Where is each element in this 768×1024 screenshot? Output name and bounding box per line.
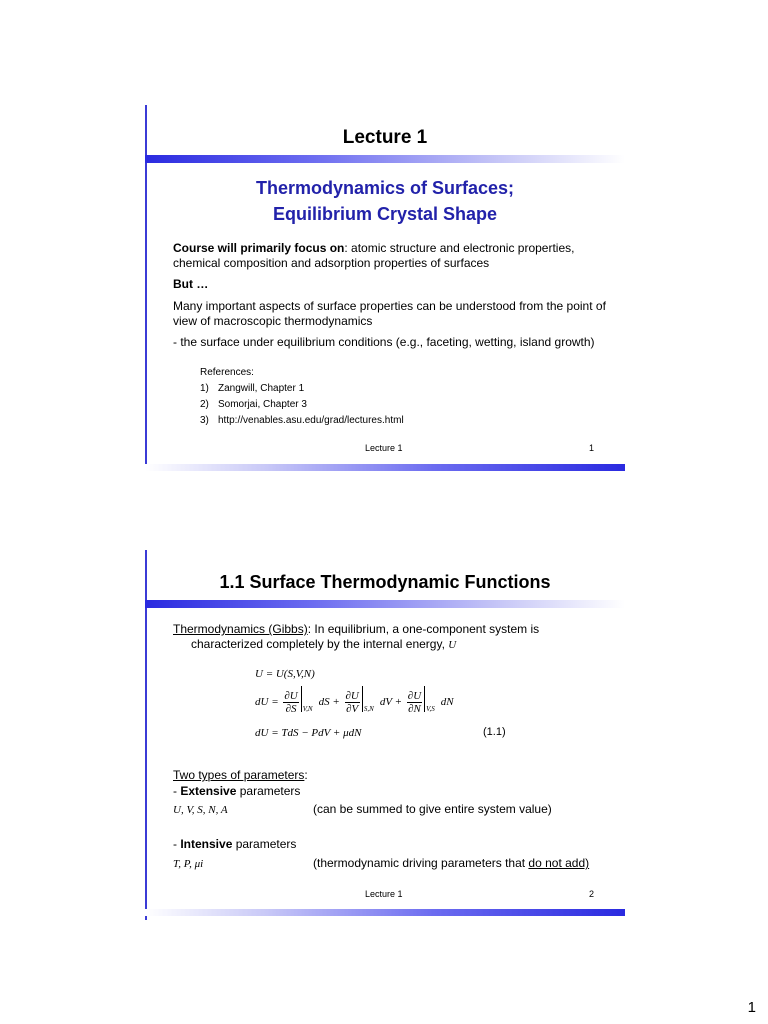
equation-3: dU = TdS − PdV + μdN (255, 727, 362, 739)
but-text: But … (173, 277, 209, 291)
slide-2 (145, 550, 625, 918)
subtitle-line-2: Equilibrium Crystal Shape (272, 204, 498, 224)
extensive-heading: - Extensive parameters (173, 784, 301, 798)
reference-item: 3) http://venables.asu.edu/grad/lectures.html (200, 415, 404, 426)
slide-1-title: Lecture 1 (342, 127, 428, 148)
intro-line-1: Thermodynamics (Gibbs): In equilibrium, a one-component system is (173, 622, 540, 636)
equation-number: (1.1) (483, 726, 506, 738)
reference-item: 2) Somorjai, Chapter 3 (200, 399, 307, 410)
page-number: 1 (747, 999, 756, 1016)
intensive-note: (thermodynamic driving parameters that do not add) (313, 856, 590, 870)
slide-1 (145, 105, 625, 473)
slide-2-bottom-bar (145, 909, 625, 916)
slide-2-title: 1.1 Surface Thermodynamic Functions (219, 572, 551, 592)
footer-number: 2 (589, 889, 595, 899)
intensive-vars: T, P, μi (173, 858, 204, 870)
references-block (200, 365, 404, 429)
focus-paragraph (173, 241, 613, 271)
slide-1-subtitle (145, 175, 625, 227)
references-label: References: (200, 367, 254, 378)
slide-2-title-bar (145, 600, 625, 608)
focus-text: : atomic structure and electronic properties, chemical composition and adsorption properties of surfaces (173, 241, 575, 270)
two-types-heading: Two types of parameters: (173, 768, 308, 782)
extensive-note: (can be summed to give entire system value) (313, 802, 552, 816)
reference-item: 1) Zangwill, Chapter 1 (200, 383, 305, 394)
slide-1-title-bar (145, 155, 625, 163)
focus-label: Course will primarily focus on (173, 241, 345, 255)
slide-1-bottom-bar (145, 464, 625, 471)
para-2: - the surface under equilibrium conditions (e.g., faceting, wetting, island growth) (173, 335, 595, 349)
equation-1: U = U(S,V,N) (255, 668, 315, 680)
footer-label: Lecture 1 (365, 889, 403, 899)
extensive-vars: U, V, S, N, A (173, 804, 228, 816)
intensive-heading: - Intensive parameters (173, 837, 297, 851)
subtitle-line-1: Thermodynamics of Surfaces; (255, 178, 515, 198)
footer-number: 1 (589, 443, 595, 453)
intro-link: Thermodynamics (Gibbs) (173, 622, 308, 636)
intro-line-2: characterized completely by the internal energy, U (191, 637, 457, 651)
footer-label: Lecture 1 (365, 443, 403, 453)
equation-2: dU = $\frac{\partial U}{\partial S}$ V,NdS + $\frac{\partial U}{\partial V}$ S,NdV + $\frac{\partial U}{\partial N}$ V,SdN (255, 686, 454, 715)
para-1: Many important aspects of surface properties can be understood from the point of view of macroscopic thermodynamics (173, 299, 606, 328)
